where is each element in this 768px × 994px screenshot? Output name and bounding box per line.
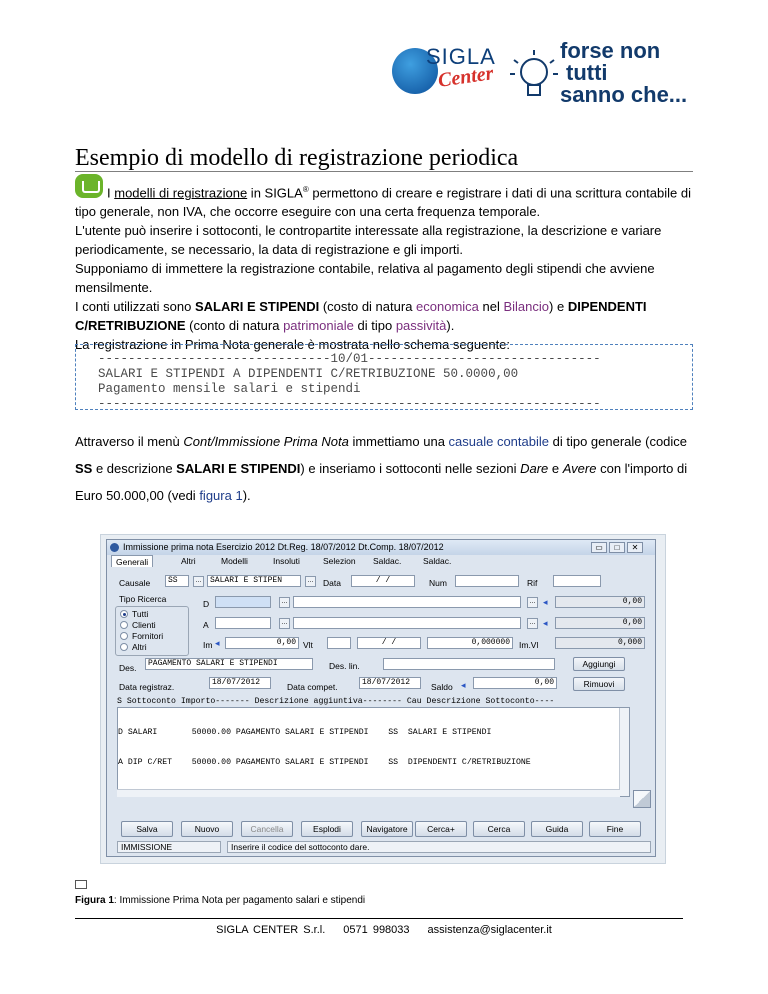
- data-reg-label: Data registraz.: [119, 682, 175, 692]
- im-arrow-icon: ◂: [215, 638, 220, 648]
- cerca-plus-button[interactable]: Cerca+: [415, 821, 467, 837]
- tab-selezion[interactable]: Selezion: [323, 556, 356, 566]
- data-field[interactable]: / /: [351, 575, 415, 587]
- dare-lookup-button[interactable]: ...: [279, 597, 290, 608]
- scheme-line-1: -------------------------------10/01-------------------------------: [98, 352, 601, 366]
- avere-label: A: [203, 620, 209, 630]
- intro-text-2: L'utente può inserire i sottoconti, le contropartite interessate alla registrazione, la descrizione e variare periodicamente, se necessario, la data di registrazione e gli importi.: [75, 223, 662, 258]
- table-row[interactable]: A DIP C/RET 50000.00 PAGAMENTO SALARI E STIPENDI SS DIPENDENTI C/RETRIBUZIONE: [118, 758, 531, 767]
- intro-text-4i: (conto di natura: [185, 318, 284, 334]
- tagline-line-2: tutti: [566, 60, 608, 85]
- causale-label: Causale: [119, 578, 151, 588]
- radio-fornitori-label: Fornitori: [132, 631, 164, 641]
- dare-label: D: [203, 599, 210, 609]
- sigla-center-logo: [392, 38, 504, 102]
- radio-altri[interactable]: [120, 643, 128, 651]
- procedure-text: [75, 428, 693, 509]
- guida-button[interactable]: Guida: [531, 821, 583, 837]
- after-k: e: [548, 461, 563, 476]
- cerca-button[interactable]: Cerca: [473, 821, 525, 837]
- modelli-link[interactable]: modelli di registrazione: [114, 185, 248, 201]
- tipo-ricerca-group: [115, 606, 189, 656]
- tab-bar: [107, 555, 655, 567]
- salva-button[interactable]: Salva: [121, 821, 173, 837]
- deslin-label: Des. lin.: [329, 661, 360, 671]
- intro-text-3: Supponiamo di immettere la registrazione contabile, relativa al pagamento degli stipendi che avviene mensilmente.: [75, 261, 655, 296]
- rimuovi-button[interactable]: Rimuovi: [573, 677, 625, 691]
- logo-center-text: Center: [436, 62, 495, 92]
- scheme-line-3: Pagamento mensile salari e stipendi: [98, 382, 361, 396]
- logo-sigla-text: SIGLA: [426, 44, 496, 69]
- tagline-line-1: forse non: [560, 38, 661, 63]
- footer-email[interactable]: assistenza@siglacenter.it: [427, 924, 552, 936]
- avere-lookup-button[interactable]: ...: [279, 618, 290, 629]
- scheme-line-2: SALARI E STIPENDI A DIPENDENTI C/RETRIBUZIONE 50.0000,00: [98, 367, 519, 381]
- dare-arrow-icon: ◂: [543, 597, 548, 607]
- radio-clienti[interactable]: [120, 621, 128, 629]
- intro-text-c: permettono di creare e registrare i dati di una scrittura contabile di tipo generale, non IVA, che occorre eseguire con una certa frequenza temporale.: [75, 185, 691, 220]
- caption-text: : Immissione Prima Nota per pagamento salari e stipendi: [113, 895, 366, 906]
- dare-desc-lookup-button[interactable]: ...: [527, 597, 538, 608]
- data-comp-field[interactable]: 18/07/2012: [359, 677, 421, 689]
- nuovo-button[interactable]: Nuovo: [181, 821, 233, 837]
- saldo-arrow-icon: ◂: [461, 680, 466, 690]
- dare-desc-field[interactable]: [293, 596, 521, 608]
- avere-desc-field[interactable]: [293, 617, 521, 629]
- esplodi-button[interactable]: Esplodi: [301, 821, 353, 837]
- desc-salari: SALARI E STIPENDI: [176, 461, 301, 476]
- salari-bold: SALARI E STIPENDI: [194, 299, 320, 315]
- avere-desc-lookup-button[interactable]: ...: [527, 618, 538, 629]
- status-message: Inserire il codice del sottoconto dare.: [227, 841, 651, 853]
- avere-italic: Avere: [562, 461, 597, 476]
- dare-code-field[interactable]: [215, 596, 271, 608]
- cancella-button[interactable]: Cancella: [241, 821, 293, 837]
- caption-image-icon: [75, 880, 87, 889]
- tab-altri[interactable]: Altri: [181, 556, 196, 566]
- imvl-field[interactable]: 0,000: [555, 637, 645, 649]
- imvl-label: Im.Vl: [519, 640, 539, 650]
- radio-tutti[interactable]: [120, 610, 128, 618]
- status-mode: IMMISSIONE: [117, 841, 221, 853]
- grid-horizontal-scrollbar[interactable]: [117, 789, 620, 797]
- figura-link[interactable]: figura 1: [199, 488, 243, 503]
- intro-text-a: I: [107, 185, 115, 201]
- close-button[interactable]: ✕: [627, 542, 643, 553]
- footer-divider: [75, 918, 683, 919]
- caption-label: Figura 1: [75, 895, 114, 906]
- radio-altri-label: Altri: [132, 642, 147, 652]
- patrimoniale-link[interactable]: patrimoniale: [283, 318, 354, 334]
- grid-vertical-scrollbar[interactable]: [619, 708, 629, 796]
- prima-nota-window: [106, 539, 656, 857]
- data-reg-field[interactable]: 18/07/2012: [209, 677, 271, 689]
- after-i: ) e inseriamo i sottoconti nelle sezioni: [300, 461, 521, 476]
- navigatore-button[interactable]: Navigatore: [361, 821, 413, 837]
- tagline-line-3: sanno che...: [560, 82, 688, 107]
- maximize-button[interactable]: □: [609, 542, 625, 553]
- avere-code-field[interactable]: [215, 617, 271, 629]
- lightbulb-icon: [508, 48, 560, 110]
- tab-generali[interactable]: Generali: [111, 555, 153, 567]
- vlt-date-field[interactable]: / /: [357, 637, 421, 649]
- num-field[interactable]: [455, 575, 519, 587]
- im-label: Im: [203, 640, 213, 650]
- after-a: Attraverso il menù: [75, 434, 184, 449]
- bilancio-link[interactable]: Bilancio: [503, 299, 550, 315]
- tab-modelli[interactable]: Modelli: [221, 556, 248, 566]
- movements-grid[interactable]: [117, 707, 630, 797]
- causale-link[interactable]: casuale contabile: [448, 434, 549, 449]
- grid-header: S Sottoconto Importo------- Descrizione aggiuntiva-------- Cau Descrizione Sottoconto----: [117, 697, 555, 706]
- footer-company: SIGLA CENTER S.r.l.: [216, 924, 326, 936]
- after-m: con l'importo di Euro 50.000,00 (vedi: [75, 461, 688, 503]
- saldo-field[interactable]: 0,00: [473, 677, 557, 689]
- avere-amount-field[interactable]: 0,00: [555, 617, 645, 629]
- num-label: Num: [429, 578, 447, 588]
- figure-caption: [75, 895, 365, 906]
- rif-field[interactable]: [553, 575, 601, 587]
- scheme-line-4: -------------------------------------------------------------------: [98, 397, 601, 411]
- window-title: Immissione prima nota Esercizio 2012 Dt.Reg. 18/07/2012 Dt.Comp. 18/07/2012: [123, 542, 444, 552]
- data-label: Data: [323, 578, 341, 588]
- intro-text-4g: ) e: [549, 299, 568, 315]
- code-ss: SS: [75, 461, 93, 476]
- page-title: Esempio di modello di registrazione periodica: [75, 145, 519, 171]
- intro-text-4a: I conti utilizzati sono: [75, 299, 195, 315]
- dare-italic: Dare: [520, 461, 549, 476]
- causale-code-field[interactable]: SS: [165, 575, 189, 587]
- fine-button[interactable]: Fine: [589, 821, 641, 837]
- minimize-button[interactable]: ▭: [591, 542, 607, 553]
- app-icon: [110, 543, 119, 552]
- radio-fornitori[interactable]: [120, 632, 128, 640]
- passivita-link[interactable]: passività: [395, 318, 447, 334]
- after-g: e descrizione: [92, 461, 177, 476]
- resize-corner[interactable]: [633, 790, 651, 808]
- im-field[interactable]: 0,00: [225, 637, 299, 649]
- window-titlebar: [107, 540, 655, 555]
- causale-desc-lookup-button[interactable]: ...: [305, 576, 316, 587]
- deslin-field[interactable]: [383, 658, 555, 670]
- tab-insoluti[interactable]: Insoluti: [273, 556, 300, 566]
- footer-phone: 0571 998033: [343, 924, 410, 936]
- registered-mark: ®: [302, 185, 309, 194]
- tab-saldac-1[interactable]: Saldac.: [373, 556, 402, 566]
- radio-tutti-label: Tutti: [132, 609, 149, 619]
- table-row[interactable]: D SALARI 50000.00 PAGAMENTO SALARI E STIPENDI SS SALARI E STIPENDI: [118, 728, 492, 737]
- intro-text-b: in SIGLA: [247, 185, 303, 201]
- after-o: ).: [242, 488, 251, 503]
- title-divider: [75, 171, 693, 172]
- after-c: immettiamo una: [348, 434, 449, 449]
- rif-label: Rif: [527, 578, 538, 588]
- radio-clienti-label: Clienti: [132, 620, 156, 630]
- intro-text-4k: di tipo: [353, 318, 396, 334]
- aggiungi-button[interactable]: Aggiungi: [573, 657, 625, 671]
- intro-text-5: La registrazione in Prima Nota generale è mostrata nello schema seguente:: [75, 337, 511, 353]
- dare-amount-field[interactable]: 0,00: [555, 596, 645, 608]
- economica-link[interactable]: economica: [416, 299, 479, 315]
- tipo-ricerca-label: Tipo Ricerca: [119, 594, 167, 604]
- des-field[interactable]: PAGAMENTO SALARI E STIPENDI: [145, 658, 313, 670]
- intro-text: [75, 180, 693, 354]
- dipendenti-bold: DIPENDENTI C/RETRIBUZIONE: [75, 299, 647, 334]
- intro-text-4m: ).: [446, 318, 455, 334]
- intro-text-4e: nel: [478, 299, 504, 315]
- menu-path: Cont/Immissione Prima Nota: [183, 434, 349, 449]
- causale-lookup-button[interactable]: ...: [193, 576, 204, 587]
- vlt-field[interactable]: [327, 637, 351, 649]
- intro-text-4c: (costo di natura: [319, 299, 417, 315]
- cambio-field[interactable]: 0,000000: [427, 637, 513, 649]
- avere-arrow-icon: ◂: [543, 618, 548, 628]
- vlt-label: Vlt: [303, 640, 313, 650]
- tab-saldac-2[interactable]: Saldac.: [423, 556, 452, 566]
- data-comp-label: Data compet.: [287, 682, 338, 692]
- causale-desc-field[interactable]: SALARI E STIPEN: [207, 575, 301, 587]
- saldo-label: Saldo: [431, 682, 453, 692]
- des-label: Des.: [119, 663, 137, 673]
- tagline: [560, 40, 687, 106]
- after-e: di tipo generale (codice: [549, 434, 688, 449]
- page-footer: [75, 924, 693, 936]
